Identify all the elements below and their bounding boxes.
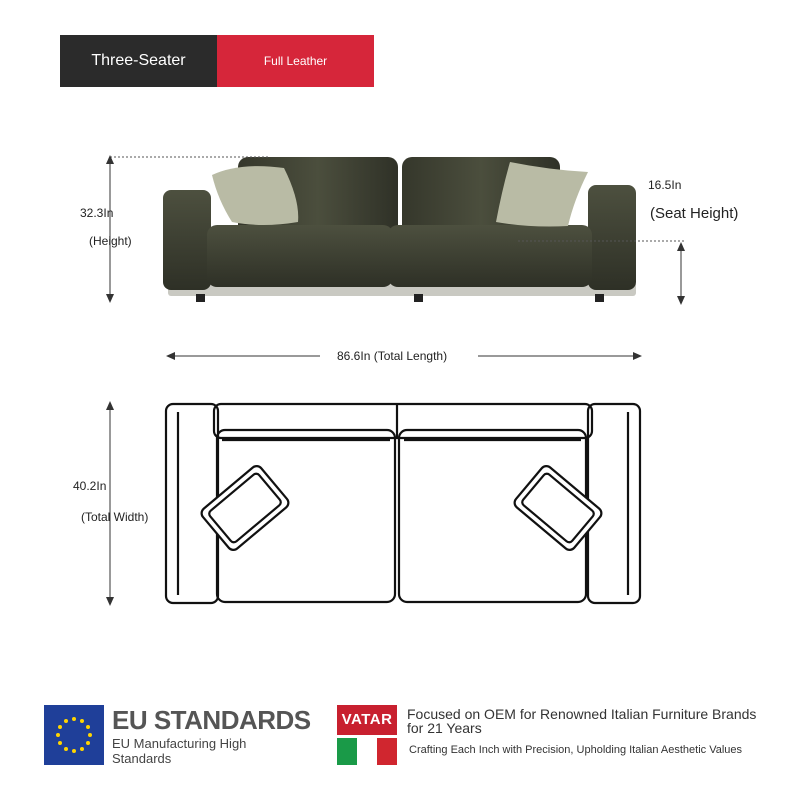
sofa-top-view (0, 390, 800, 620)
italy-flag-icon (337, 738, 397, 765)
seat-cushion-right (388, 225, 592, 287)
seat-height-value: 16.5In (648, 178, 682, 192)
total-width-caption: (Total Width) (81, 510, 149, 524)
sofa-arm-right (588, 185, 636, 290)
height-caption: (Height) (89, 234, 132, 248)
material-tag: Full Leather (217, 35, 374, 87)
sofa-arm-left (163, 190, 211, 290)
total-length-label: 86.6In (Total Length) (337, 349, 448, 363)
total-width-value: 40.2In (73, 479, 107, 493)
sofa-leg (414, 294, 423, 302)
top-backrest (214, 404, 592, 438)
seat-height-caption: (Seat Height) (650, 205, 739, 222)
brand-tagline: Crafting Each Inch with Precision, Upholding Italian Aesthetic Values (409, 744, 743, 756)
eu-standards-subtitle: EU Manufacturing High Standards (112, 736, 247, 766)
eu-standards-title: EU STANDARDS (112, 705, 311, 735)
sofa-leg (196, 294, 205, 302)
brand-headline: Focused on OEM for Renowned Italian Furniture Brands for 21 Years (407, 706, 757, 736)
height-value: 32.3In (80, 206, 114, 220)
model-tag: Three-Seater (60, 35, 217, 87)
eu-flag-icon (44, 705, 104, 765)
pillow-left (212, 166, 298, 225)
seat-cushion-left (207, 225, 393, 287)
pillow-right (496, 162, 588, 227)
sofa-leg (595, 294, 604, 302)
top-arm-right (588, 404, 640, 603)
vatar-logo: VATAR (337, 705, 397, 735)
